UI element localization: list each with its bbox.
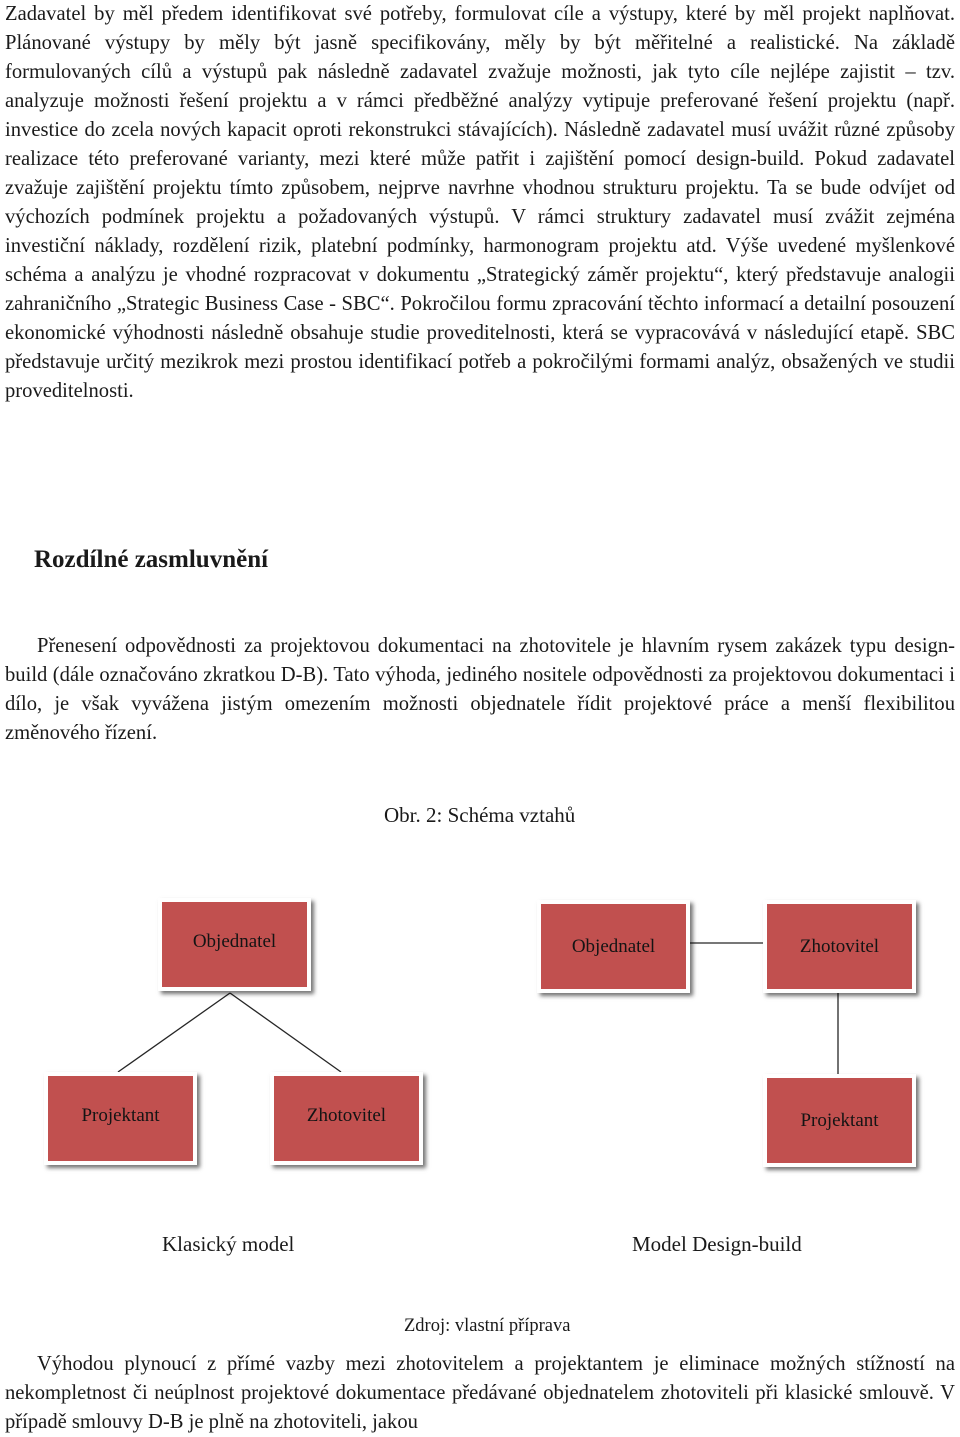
responsibility-paragraph: Přenesení odpovědnosti za projektovou dokumentaci na zhotovitele je hlavním rysem zakázek typu design-build (dále označováno zkratkou D-B). Tato výhoda, jediného nositele odpovědnosti za projektovou dokumentaci i dílo, je však vyvážena jistým omezením možnosti objednatele řídit projektové práce a menší flexibilitou změnového řízení. xyxy=(5,635,955,744)
db-projektant-box xyxy=(763,1074,916,1167)
classic-projektant-box xyxy=(44,1072,197,1165)
intro-paragraph: Zadavatel by měl předem identifikovat své potřeby, formulovat cíle a výstupy, které by měl projekt naplňovat. Plánované výstupy by měly být jasně specifikovány, měly by být měřitelné a realistické. Na základě formulovaných cílů a výstupů pak následně zadavatel zvažuje možnosti, jak tyto cíle nejlépe zajistit – tzv. analyzuje možnosti řešení projektu a v rámci předběžné analýzy vytipuje preferované řešení projektu (např. investice do zcela nových kapacit oproti rekonstrukci stávajících). Následně zadavatel musí uvážit různé způsoby realizace této preferované varianty, mezi které může patřit i zajištění pomocí design-build. Pokud zadavatel zvažuje zajištění projektu tímto způsobem, nejprve navrhne vhodnou strukturu projektu. Ta se bude odvíjet od výchozích podmínek projektu a požadovaných výstupů. V rámci struktury zadavatel musí zvážit zejména investiční náklady, rozdělení rizik, platební podmínky, harmonogram projektu atd. Výše uvedené myšlenkové schéma a analýzu je vhodné rozpracovat v dokumentu „Strategický záměr projektu“, který představuje analogii zahraničního „Strategic Business Case - SBC“. Pokročilou formu zpracování těchto informací a detailní posouzení ekonomické výhodnosti následně obsahuje studie proveditelnosti, která se vypracovává v následující etapě. SBC představuje určitý mezikrok mezi prostou identifikací potřeb a pokročilými formami analýz, obsažených ve studii proveditelnosti. xyxy=(5,3,955,402)
db-objednatel-box xyxy=(537,900,690,993)
connector-classic-objednatel-projektant xyxy=(118,993,230,1072)
db-objednatel-label: Objednatel xyxy=(571,936,656,957)
classic-model-label: Klasický model xyxy=(162,1232,295,1256)
advantage-paragraph: Výhodou plynoucí z přímé vazby mezi zhotovitelem a projektantem je eliminace možných stížností na nekompletnost či neúplnost projektové dokumentace předávané objednatelem zhotoviteli při klasické smlouvě. V případě smlouvy D-B je plně na zhotoviteli, jakou xyxy=(5,1353,955,1433)
design-build-model-label: Model Design-build xyxy=(632,1232,802,1256)
db-zhotovitel-box xyxy=(763,900,916,993)
source-caption: Zdroj: vlastní příprava xyxy=(404,1316,571,1336)
classic-projektant-label: Projektant xyxy=(81,1105,160,1126)
figure-caption: Obr. 2: Schéma vztahů xyxy=(384,803,576,827)
classic-zhotovitel-box xyxy=(270,1072,423,1165)
section-heading: Rozdílné zasmluvnění xyxy=(34,546,269,573)
classic-zhotovitel-label: Zhotovitel xyxy=(306,1105,387,1126)
db-zhotovitel-label: Zhotovitel xyxy=(799,936,880,957)
classic-objednatel-label: Objednatel xyxy=(192,931,277,952)
db-projektant-label: Projektant xyxy=(800,1110,879,1131)
classic-objednatel-box xyxy=(158,898,311,991)
connector-classic-objednatel-zhotovitel xyxy=(230,993,341,1072)
